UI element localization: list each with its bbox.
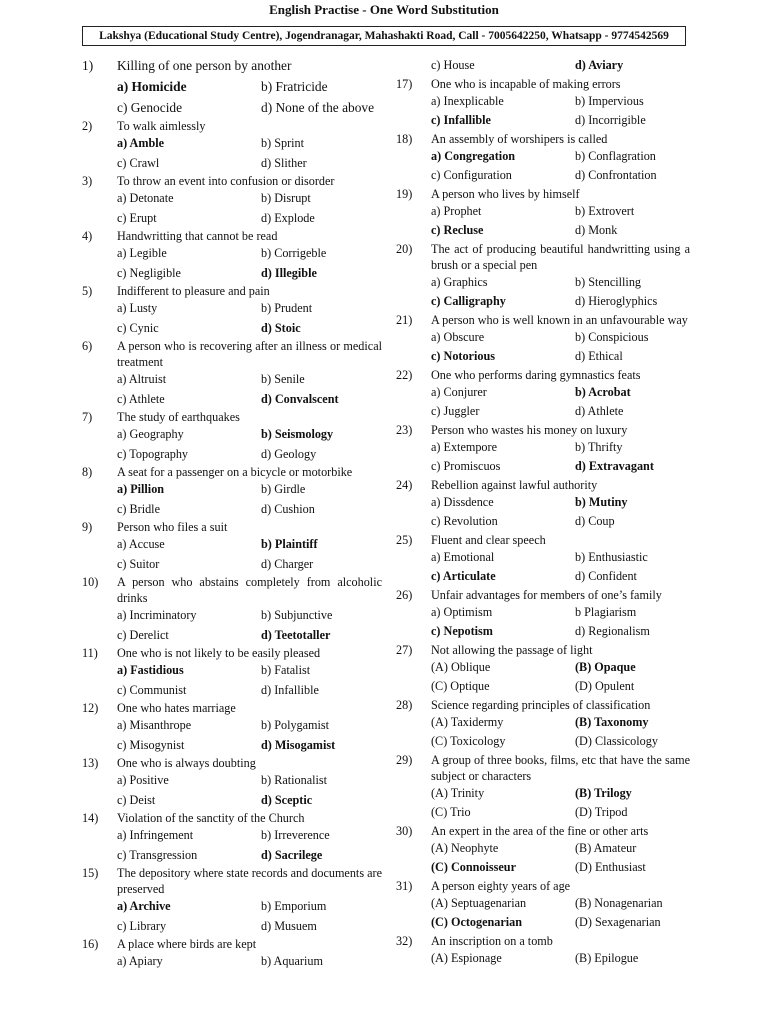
- question-text: The act of producing beautiful handwritting using a brush or a special pen: [431, 241, 690, 272]
- answer-option: (A) Neophyte: [431, 840, 499, 855]
- answer-option: b) Corrigeble: [261, 246, 327, 260]
- question-row: [82, 283, 382, 299]
- question-text: To walk aimlessly: [117, 119, 206, 133]
- answer-option: a) Detonate: [117, 191, 174, 205]
- options-grid: [117, 771, 382, 810]
- answer-option: a) Accuse: [117, 537, 165, 551]
- answer-option: d) Incorrigible: [575, 113, 646, 127]
- question-number: 13): [82, 756, 99, 770]
- question-item: [396, 76, 690, 131]
- question-text: Fluent and clear speech: [431, 532, 546, 547]
- options-grid: [431, 328, 690, 367]
- question-number: 2): [82, 119, 93, 133]
- answer-option: d) None of the above: [261, 100, 375, 115]
- answer-option: c) Derelict: [117, 627, 169, 642]
- question-text: Unfair advantages for members of one’s family: [431, 587, 662, 602]
- options-grid: [117, 134, 382, 173]
- answer-option: (A) Taxidermy: [431, 714, 504, 729]
- options-grid: [117, 480, 382, 519]
- options-grid: [431, 202, 690, 241]
- question-item: [396, 186, 690, 241]
- question-item: [396, 642, 690, 697]
- question-item: [396, 697, 690, 752]
- question-item: [82, 409, 382, 464]
- options-grid: [117, 897, 382, 936]
- options-grid: [431, 548, 690, 587]
- question-text: A seat for a passenger on a bicycle or motorbike: [117, 465, 353, 479]
- question-item: [396, 422, 690, 477]
- correct-answer-option: d) Stoic: [261, 320, 301, 335]
- question-text: An inscription on a tomb: [431, 933, 553, 948]
- options-grid: [431, 603, 690, 642]
- correct-answer-option: d) Illegible: [261, 265, 317, 280]
- question-text: Violation of the sanctity of the Church: [117, 811, 305, 825]
- correct-answer-option: a) Pillion: [117, 482, 165, 496]
- answer-option: a) Conjurer: [431, 384, 487, 399]
- answer-option: b) Enthusiastic: [575, 549, 648, 564]
- question-number: 6): [82, 339, 93, 353]
- question-text: Not allowing the passage of light: [431, 642, 593, 657]
- correct-answer-option: d) Aviary: [575, 58, 624, 72]
- options-grid: [431, 839, 690, 878]
- correct-answer-option: c) Nepotism: [431, 624, 493, 638]
- question-row: [396, 752, 690, 784]
- answer-option: c) Transgression: [117, 847, 198, 862]
- question-text: Person who files a suit: [117, 520, 228, 534]
- question-row: [82, 118, 382, 134]
- answer-option: (C) Toxicology: [431, 734, 506, 748]
- question-item: [82, 645, 382, 700]
- answer-option: c) Negligible: [117, 265, 181, 280]
- question-number: 14): [82, 811, 99, 825]
- answer-option: c) Cynic: [117, 320, 159, 335]
- answer-option: (D) Opulent: [575, 679, 635, 693]
- question-text: An expert in the area of the fine or other arts: [431, 823, 649, 838]
- question-text: Killing of one person by another: [117, 58, 292, 73]
- answer-option: c) Deist: [117, 792, 156, 807]
- answer-option: c) Revolution: [431, 514, 498, 528]
- question-row: [396, 532, 690, 548]
- question-item: [396, 56, 690, 76]
- options-grid: [431, 713, 690, 752]
- question-text: Handwritting that cannot be read: [117, 229, 278, 243]
- correct-answer-option: c) Infallible: [431, 113, 491, 127]
- question-number: 25): [396, 532, 413, 547]
- answer-option: c) Promiscuos: [431, 459, 501, 473]
- answer-option: a) Graphics: [431, 274, 488, 289]
- question-row: [82, 755, 382, 771]
- question-number: 31): [396, 878, 413, 893]
- question-row: [396, 477, 690, 493]
- question-text: One who hates marriage: [117, 701, 236, 715]
- answer-option: d) Charger: [261, 556, 314, 571]
- question-row: [396, 587, 690, 603]
- question-item: [82, 118, 382, 173]
- question-row: [396, 312, 690, 328]
- question-item: [82, 464, 382, 519]
- options-grid: [117, 370, 382, 409]
- question-row: [396, 697, 690, 713]
- answer-option: (D) Tripod: [575, 805, 628, 819]
- answer-option: d) Ethical: [575, 349, 623, 363]
- question-row: [82, 228, 382, 244]
- options-grid: [117, 244, 382, 283]
- answer-option: c) Crawl: [117, 155, 160, 170]
- options-grid: [431, 92, 690, 131]
- answer-option: d) Confident: [575, 569, 637, 583]
- answer-option: b) Polygamist: [261, 718, 330, 732]
- answer-option: d) Regionalism: [575, 624, 650, 638]
- correct-answer-option: a) Fastidious: [117, 663, 184, 677]
- question-item: [396, 367, 690, 422]
- answer-option: b) Conspicious: [575, 329, 649, 344]
- question-item: [396, 823, 690, 878]
- answer-option: d) Infallible: [261, 682, 319, 697]
- answer-option: a) Incriminatory: [117, 608, 197, 622]
- answer-option: a) Obscure: [431, 329, 485, 344]
- answer-option: c) Athlete: [117, 391, 165, 406]
- question-number: 8): [82, 465, 93, 479]
- correct-answer-option: d) Misogamist: [261, 737, 336, 752]
- answer-option: (B) Amateur: [575, 840, 637, 855]
- answer-option: b) Aquarium: [261, 954, 323, 968]
- question-item: [82, 519, 382, 574]
- question-number: 4): [82, 229, 93, 243]
- options-grid: [117, 716, 382, 755]
- question-number: 20): [396, 241, 413, 256]
- question-item: [82, 338, 382, 409]
- left-question-column: [82, 56, 382, 972]
- answer-option: a) Misanthrope: [117, 718, 192, 732]
- question-item: [396, 241, 690, 312]
- answer-option: b) Emporium: [261, 899, 327, 913]
- question-row: [82, 173, 382, 189]
- options-grid: [117, 425, 382, 464]
- question-item: [82, 865, 382, 936]
- correct-answer-option: c) Articulate: [431, 569, 496, 583]
- answer-option: b) Fatalist: [261, 663, 311, 677]
- answer-option: b) Fratricide: [261, 79, 328, 94]
- answer-option: d) Slither: [261, 155, 307, 170]
- page-title: English Practise - One Word Substitution: [269, 2, 499, 17]
- answer-option: c) Erupt: [117, 210, 157, 225]
- options-grid: [431, 784, 690, 823]
- answer-option: d) Monk: [575, 223, 618, 237]
- question-number: 27): [396, 642, 413, 657]
- question-row: [396, 823, 690, 839]
- question-item: [396, 878, 690, 933]
- answer-option: c) Suitor: [117, 556, 160, 571]
- question-item: [82, 56, 382, 118]
- answer-option: (D) Enthusiast: [575, 860, 646, 874]
- answer-option: (C) Optique: [431, 679, 490, 693]
- question-text: A person eighty years of age: [431, 878, 571, 893]
- answer-option: d) Coup: [575, 514, 615, 528]
- answer-option: b) Rationalist: [261, 773, 328, 787]
- answer-option: c) Topography: [117, 446, 189, 461]
- answer-option: b) Impervious: [575, 93, 644, 108]
- question-row: [82, 574, 382, 606]
- question-number: 23): [396, 422, 413, 437]
- question-number: 30): [396, 823, 413, 838]
- question-text: Rebellion against lawful authority: [431, 477, 598, 492]
- answer-option: a) Legible: [117, 246, 167, 260]
- question-item: [82, 810, 382, 865]
- answer-option: a) Altruist: [117, 372, 167, 386]
- question-row: [396, 131, 690, 147]
- answer-option: a) Dissdence: [431, 494, 494, 509]
- question-item: [396, 587, 690, 642]
- answer-option: a) Geography: [117, 427, 184, 441]
- options-grid: [117, 952, 382, 972]
- answer-option: b) Conflagration: [575, 148, 656, 163]
- question-number: 22): [396, 367, 413, 382]
- answer-option: a) Infringement: [117, 828, 194, 842]
- answer-option: (A) Septuagenarian: [431, 895, 527, 910]
- answer-option: a) Apiary: [117, 954, 163, 968]
- answer-option: a) Prophet: [431, 203, 482, 218]
- question-row: [82, 865, 382, 897]
- question-text: A person who is well known in an unfavourable way: [431, 312, 688, 327]
- answer-option: c) Juggler: [431, 404, 480, 418]
- question-text: One who performs daring gymnastics feats: [431, 367, 641, 382]
- question-number: 9): [82, 520, 93, 534]
- answer-option: b) Prudent: [261, 301, 313, 315]
- correct-answer-option: (B) Opaque: [575, 659, 636, 674]
- question-row: [396, 241, 690, 273]
- options-grid: [117, 535, 382, 574]
- question-row: [82, 645, 382, 661]
- correct-answer-option: b) Seismology: [261, 427, 334, 441]
- options-grid: [431, 56, 690, 76]
- answer-option: b) Senile: [261, 372, 305, 386]
- options-grid: [431, 147, 690, 186]
- question-number: 28): [396, 697, 413, 712]
- answer-option: d) Explode: [261, 210, 315, 225]
- correct-answer-option: b) Plaintiff: [261, 537, 318, 551]
- question-text: A group of three books, films, etc that have the same subject or characters: [431, 752, 690, 783]
- question-row: [82, 936, 382, 952]
- correct-answer-option: d) Teetotaller: [261, 627, 331, 642]
- question-item: [82, 574, 382, 645]
- question-text: A place where birds are kept: [117, 937, 257, 951]
- answer-option: c) Communist: [117, 682, 187, 697]
- question-item: [396, 312, 690, 367]
- question-number: 17): [396, 76, 413, 91]
- correct-answer-option: a) Congregation: [431, 148, 516, 163]
- correct-answer-option: a) Archive: [117, 899, 171, 913]
- question-item: [396, 752, 690, 823]
- question-text: A person who lives by himself: [431, 186, 580, 201]
- answer-option: a) Optimism: [431, 604, 493, 619]
- answer-option: c) House: [431, 58, 475, 72]
- question-text: A person who abstains completely from alcoholic drinks: [117, 575, 382, 605]
- question-row: [396, 642, 690, 658]
- question-text: One who is incapable of making errors: [431, 76, 621, 91]
- question-number: 32): [396, 933, 413, 948]
- options-grid: [431, 894, 690, 933]
- correct-answer-option: (C) Connoisseur: [431, 860, 516, 874]
- answer-option: d) Confrontation: [575, 168, 657, 182]
- correct-answer-option: c) Calligraphy: [431, 294, 506, 308]
- question-item: [396, 532, 690, 587]
- question-text: An assembly of worshipers is called: [431, 131, 608, 146]
- answer-option: d) Musuem: [261, 918, 317, 933]
- answer-option: (D) Sexagenarian: [575, 915, 661, 929]
- question-row: [82, 338, 382, 370]
- correct-answer-option: c) Recluse: [431, 223, 484, 237]
- question-number: 7): [82, 410, 93, 424]
- answer-option: d) Cushion: [261, 501, 315, 516]
- correct-answer-option: (B) Trilogy: [575, 785, 632, 800]
- question-row: [82, 810, 382, 826]
- question-row: [82, 700, 382, 716]
- question-text: The depository where state records and documents are preserved: [117, 866, 382, 896]
- correct-answer-option: b) Mutiny: [575, 494, 628, 509]
- options-grid: [431, 658, 690, 697]
- question-text: A person who is recovering after an illness or medical treatment: [117, 339, 382, 369]
- question-row: [396, 422, 690, 438]
- question-text: Indifferent to pleasure and pain: [117, 284, 270, 298]
- options-grid: [431, 438, 690, 477]
- question-number: 21): [396, 312, 413, 327]
- correct-answer-option: (B) Taxonomy: [575, 714, 649, 729]
- options-grid: [117, 189, 382, 228]
- question-row: [396, 186, 690, 202]
- question-number: 18): [396, 131, 413, 146]
- question-number: 3): [82, 174, 93, 188]
- answer-option: (A) Trinity: [431, 785, 485, 800]
- answer-option: b) Stencilling: [575, 274, 642, 289]
- question-number: 1): [82, 58, 94, 73]
- question-number: 29): [396, 752, 413, 767]
- question-row: [396, 878, 690, 894]
- answer-option: d) Hieroglyphics: [575, 294, 658, 308]
- question-number: 5): [82, 284, 93, 298]
- answer-option: c) Misogynist: [117, 737, 185, 752]
- options-grid: [431, 949, 690, 969]
- correct-answer-option: d) Convalscent: [261, 391, 339, 406]
- answer-option: c) Library: [117, 918, 167, 933]
- question-text: Science regarding principles of classification: [431, 697, 651, 712]
- question-number: 10): [82, 575, 99, 589]
- options-grid: [117, 661, 382, 700]
- question-number: 24): [396, 477, 413, 492]
- question-row: [82, 464, 382, 480]
- question-item: [82, 283, 382, 338]
- question-number: 26): [396, 587, 413, 602]
- question-text: One who is always doubting: [117, 756, 256, 770]
- answer-option: (B) Epilogue: [575, 950, 639, 965]
- question-item: [82, 700, 382, 755]
- options-grid: [431, 383, 690, 422]
- answer-option: a) Inexplicable: [431, 93, 504, 108]
- question-text: Person who wastes his money on luxury: [431, 422, 628, 437]
- answer-option: b) Sprint: [261, 136, 304, 150]
- right-question-column: [396, 56, 690, 968]
- options-grid: [431, 493, 690, 532]
- question-row: [396, 933, 690, 949]
- options-grid: [431, 273, 690, 312]
- question-item: [82, 755, 382, 810]
- answer-option: b Plagiarism: [575, 604, 637, 619]
- question-item: [396, 933, 690, 969]
- question-item: [396, 477, 690, 532]
- options-grid: [117, 76, 382, 118]
- answer-option: b) Extrovert: [575, 203, 635, 218]
- question-item: [82, 228, 382, 283]
- options-grid: [117, 606, 382, 645]
- correct-answer-option: d) Sceptic: [261, 792, 313, 807]
- answer-option: (C) Trio: [431, 805, 471, 819]
- answer-option: b) Girdle: [261, 482, 306, 496]
- question-row: [82, 56, 382, 76]
- question-row: [396, 367, 690, 383]
- question-row: [82, 409, 382, 425]
- question-number: 16): [82, 937, 99, 951]
- question-number: 19): [396, 186, 413, 201]
- answer-option: a) Positive: [117, 773, 169, 787]
- correct-answer-option: d) Sacrilege: [261, 847, 323, 862]
- options-grid: [117, 299, 382, 338]
- institute-header: Lakshya (Educational Study Centre), Jogendranagar, Mahashakti Road, Call - 7005642250, Whatsapp - 9774542569: [82, 26, 686, 46]
- question-row: [396, 76, 690, 92]
- correct-answer-option: (C) Octogenarian: [431, 915, 523, 929]
- answer-option: b) Thrifty: [575, 439, 623, 454]
- question-text: One who is not likely to be easily pleased: [117, 646, 321, 660]
- question-item: [82, 173, 382, 228]
- question-number: 12): [82, 701, 99, 715]
- answer-option: a) Extempore: [431, 439, 497, 454]
- answer-option: b) Irreverence: [261, 828, 330, 842]
- answer-option: a) Emotional: [431, 549, 495, 564]
- correct-answer-option: a) Amble: [117, 136, 165, 150]
- question-text: To throw an event into confusion or disorder: [117, 174, 335, 188]
- answer-option: d) Geology: [261, 446, 317, 461]
- answer-option: b) Disrupt: [261, 191, 311, 205]
- answer-option: (B) Nonagenarian: [575, 895, 663, 910]
- question-text: The study of earthquakes: [117, 410, 240, 424]
- correct-answer-option: c) Notorious: [431, 349, 495, 363]
- question-row: [82, 519, 382, 535]
- answer-option: b) Subjunctive: [261, 608, 333, 622]
- answer-option: (D) Classicology: [575, 734, 658, 748]
- answer-option: c) Genocide: [117, 100, 183, 115]
- answer-option: c) Bridle: [117, 501, 160, 516]
- question-number: 11): [82, 646, 98, 660]
- correct-answer-option: d) Extravagant: [575, 459, 654, 473]
- question-number: 15): [82, 866, 99, 880]
- question-item: [396, 131, 690, 186]
- answer-option: a) Lusty: [117, 301, 158, 315]
- question-item: [82, 936, 382, 972]
- options-grid: [117, 826, 382, 865]
- answer-option: d) Athlete: [575, 404, 624, 418]
- correct-answer-option: a) Homicide: [117, 79, 187, 94]
- answer-option: (A) Espionage: [431, 950, 502, 965]
- correct-answer-option: b) Acrobat: [575, 384, 631, 399]
- answer-option: (A) Oblique: [431, 659, 491, 674]
- answer-option: c) Configuration: [431, 168, 512, 182]
